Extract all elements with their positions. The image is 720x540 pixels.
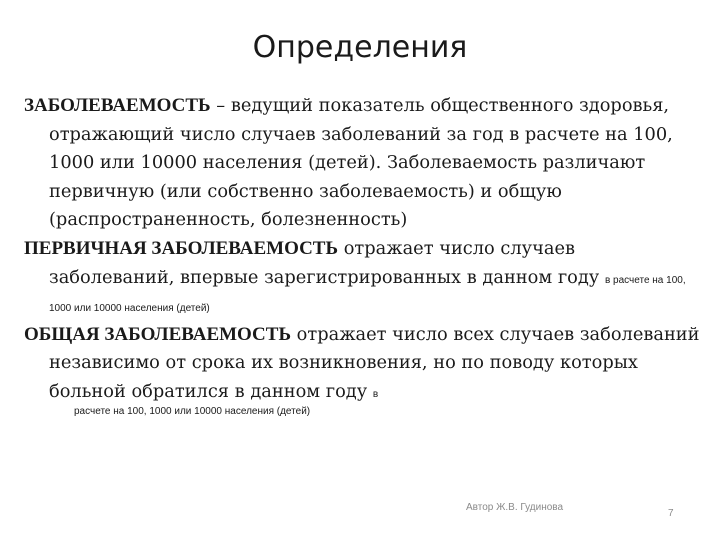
footer-author: Автор Ж.В. Гудинова xyxy=(466,502,564,513)
definition-general-morbidity-note-start: в xyxy=(372,388,379,400)
definition-primary-morbidity-note: в расчете на 100, 1000 или 10000 населения (детей) xyxy=(49,274,686,315)
definition-morbidity-text: – ведущий показатель общественного здоровья, отражающий число случаев заболеваний за год в расчете на 100, 1000 или 10000 населения (детей). Заболеваемость различают первичную (или собственно заболеваемость) и общую (распространенность, болезненность) xyxy=(49,95,673,231)
term-primary-morbidity: ПЕРВИЧНАЯ ЗАБОЛЕВАЕМОСТЬ xyxy=(24,237,339,259)
slide-title: Определения xyxy=(252,30,468,65)
term-morbidity: ЗАБОЛЕВАЕМОСТЬ xyxy=(24,95,211,116)
definition-general-morbidity xyxy=(24,321,704,419)
page-number: 7 xyxy=(668,508,674,519)
definitions-body xyxy=(24,92,704,419)
definition-general-morbidity-text: отражает число всех случаев заболеваний независимо от срока их возникновения, но по поводу которых больной обратился в данном году xyxy=(49,323,700,402)
definition-primary-morbidity-text: отражает число случаев заболеваний, впервые зарегистрированных в данном году xyxy=(49,237,605,288)
term-general-morbidity: ОБЩАЯ ЗАБОЛЕВАЕМОСТЬ xyxy=(24,323,292,345)
definition-morbidity xyxy=(24,92,704,235)
definition-primary-morbidity xyxy=(24,235,704,321)
definition-general-morbidity-note: расчете на 100, 1000 или 10000 населения (детей) xyxy=(74,405,311,417)
